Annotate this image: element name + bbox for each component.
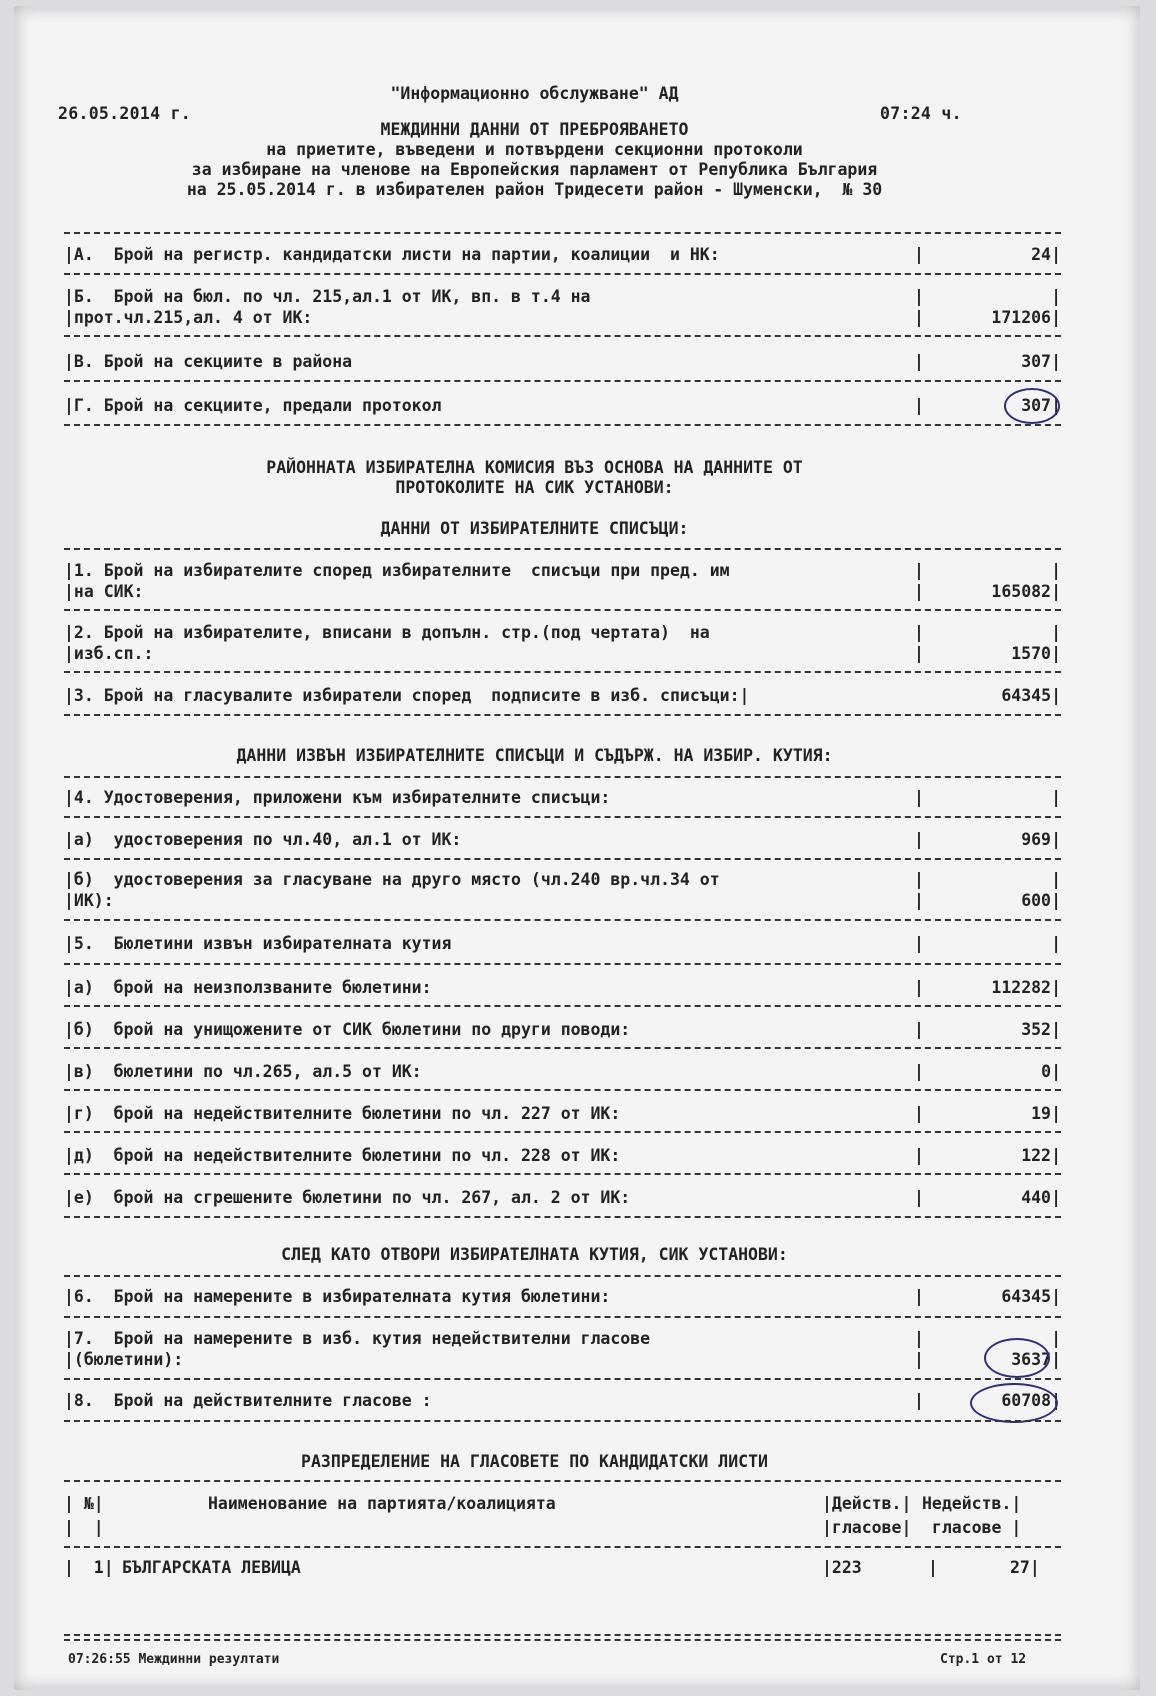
col-number-header: | №| [64, 1494, 104, 1513]
col-party-header: Наименование на партията/коалицията [208, 1494, 556, 1513]
divider [64, 1005, 1061, 1009]
divider [64, 1173, 1061, 1177]
subtitle-line-3: на 25.05.2014 г. в избирателен район Тридесети район - Шуменски, № 30 [186, 180, 883, 199]
divider [64, 1634, 1061, 1638]
subtitle-line-1: на приетите, въведени и потвърдени секционни протоколи [266, 140, 803, 159]
divider [64, 1275, 1061, 1279]
commission-heading-2: ПРОТОКОЛИТЕ НА СИК УСТАНОВИ: [395, 478, 674, 497]
col-valid-header: |Действ.| [822, 1494, 912, 1513]
divider [64, 609, 1061, 613]
divider [64, 858, 1061, 862]
page-number: Стр.1 от 12 [940, 1652, 1027, 1667]
table-row-number: | 1| [64, 1558, 114, 1577]
divider [64, 1480, 1061, 1484]
divider [64, 1316, 1061, 1320]
divider [64, 919, 1061, 923]
handwritten-circle-mark [970, 1383, 1058, 1423]
divider [64, 1047, 1061, 1051]
document-title: МЕЖДИННИ ДАННИ ОТ ПРЕБРОЯВАНЕТО [380, 120, 689, 139]
divider [64, 776, 1061, 780]
table-row-sep: | [928, 1558, 938, 1577]
table-row-invalid: 27| [1010, 1558, 1040, 1577]
divider [64, 1131, 1061, 1135]
footer-status: 07:26:55 Междинни резултати [68, 1652, 280, 1667]
print-date: 26.05.2014 г. [58, 104, 192, 123]
commission-heading-1: РАЙОННАТА ИЗБИРАТЕЛНА КОМИСИЯ ВЪЗ ОСНОВА НА ДАННИТЕ ОТ [266, 458, 803, 477]
divider [64, 1216, 1061, 1220]
divider [64, 1378, 1061, 1382]
divider [64, 1546, 1061, 1550]
section-voter-lists: ДАННИ ОТ ИЗБИРАТЕЛНИТЕ СПИСЪЦИ: [380, 519, 689, 538]
divider [64, 380, 1061, 384]
handwritten-circle-mark [1004, 388, 1060, 424]
subtitle-line-2: за избиране на членове на Европейския парламент от Република България [191, 160, 878, 179]
divider [64, 1420, 1061, 1424]
divider [64, 816, 1061, 820]
divider [64, 1089, 1061, 1093]
divider [64, 232, 1061, 236]
divider [64, 424, 1061, 428]
handwritten-circle-mark [984, 1338, 1050, 1378]
table-row-valid: |223 [822, 1558, 862, 1577]
col-valid-header-2: |гласове| [822, 1518, 912, 1537]
table-row-party: БЪЛГАРСКАТА ЛЕВИЦА [122, 1558, 301, 1577]
divider [64, 671, 1061, 675]
divider [64, 963, 1061, 967]
divider [64, 335, 1061, 339]
print-time: 07:24 ч. [880, 104, 962, 123]
col-number-header-2: | | [64, 1518, 104, 1537]
section-after-opening: СЛЕД КАТО ОТВОРИ ИЗБИРАТЕЛНАТА КУТИЯ, СИК УСТАНОВИ: [281, 1245, 788, 1264]
company-name: "Информационно обслужване" АД [390, 84, 679, 103]
divider [64, 548, 1061, 552]
col-invalid-header: Недейств.| [922, 1494, 1022, 1513]
section-outside-lists: ДАННИ ИЗВЪН ИЗБИРАТЕЛНИТЕ СПИСЪЦИ И СЪДЪРЖ. НА ИЗБИР. КУТИЯ: [236, 746, 833, 765]
section-distribution: РАЗПРЕДЕЛЕНИЕ НА ГЛАСОВЕТЕ ПО КАНДИДАТСКИ ЛИСТИ [301, 1452, 768, 1471]
divider [64, 1639, 1061, 1643]
divider [64, 714, 1061, 718]
col-invalid-header-2: гласове | [922, 1518, 1022, 1537]
divider [64, 273, 1061, 277]
